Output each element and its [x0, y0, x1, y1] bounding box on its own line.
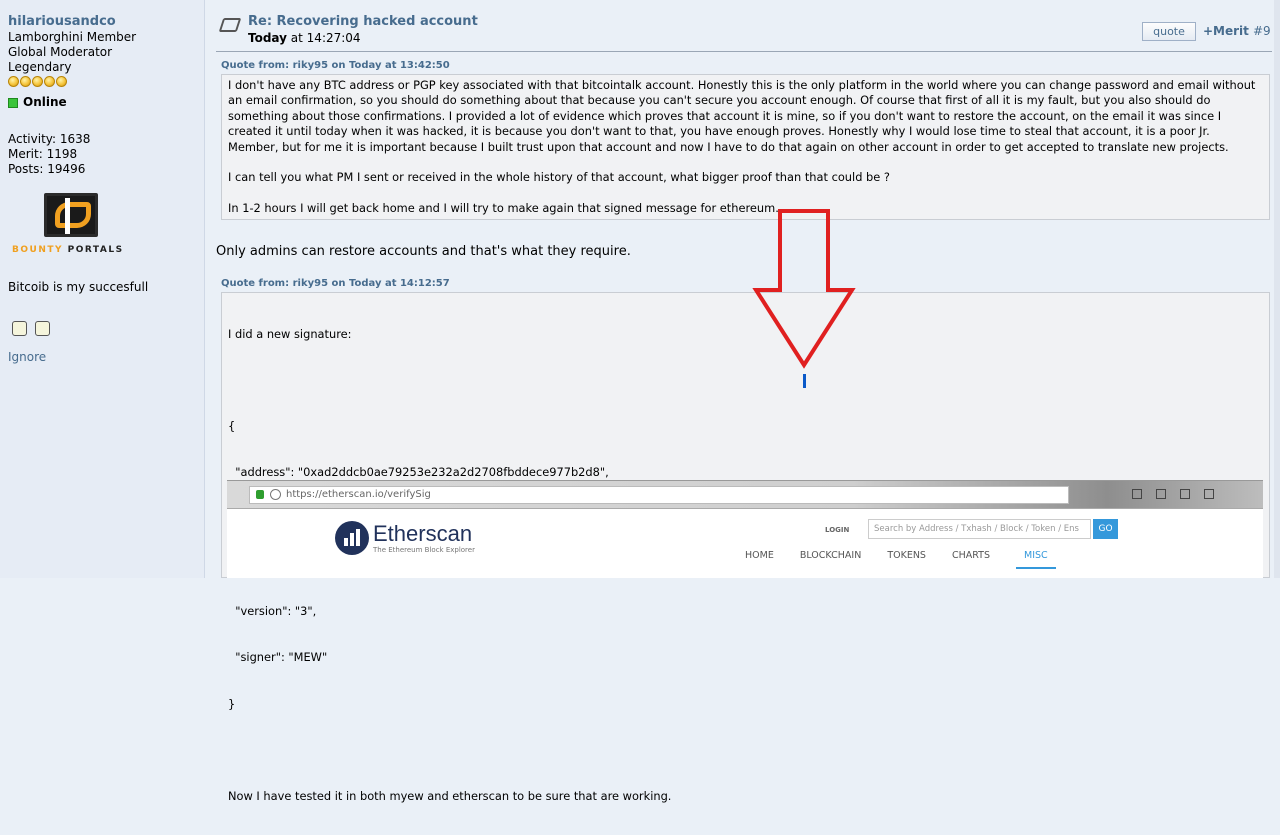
nav-blockchain: BLOCKCHAIN — [799, 550, 862, 561]
json-version-line: "version": "3", — [228, 604, 317, 619]
etherscan-search: Search by Address / Txhash / Block / Token / Ens — [868, 519, 1091, 539]
bounty-portals-logo-icon — [44, 193, 98, 237]
info-icon — [270, 489, 281, 500]
address-url: https://etherscan.io/verifySig — [286, 489, 431, 500]
quote2-outro: Now I have tested it in both myew and etherscan to be sure that are working. — [228, 788, 672, 803]
quote-box-1 — [221, 74, 1270, 220]
etherscan-nav — [745, 550, 1082, 569]
avatar-caption — [12, 243, 132, 258]
quote1-para-2: I can tell you what PM I sent or received in the whole history of that account, what bigger proof than that could be ? — [228, 170, 890, 185]
quote1-para-3: In 1-2 hours I will get back home and I will try to make again that signed message for ethereum. — [228, 201, 779, 216]
json-address-line: "address": "0xad2ddcb0ae79253e232a2d2708fbddece977b2d8", — [228, 465, 609, 480]
send-message-icon[interactable] — [35, 321, 50, 336]
address-bar — [249, 486, 1069, 504]
online-status — [8, 95, 196, 110]
rank-stars — [8, 76, 196, 88]
poster-stats — [8, 132, 196, 177]
text-cursor — [803, 374, 806, 388]
post-number-link[interactable]: #9 — [1253, 24, 1271, 38]
quote-header-1[interactable]: Quote from: riky95 on Today at 13:42:50 — [221, 60, 450, 71]
json-open-brace: { — [228, 419, 236, 434]
json-close-brace: } — [228, 696, 236, 711]
quote2-intro: I did a new signature: — [228, 326, 352, 341]
avatar — [12, 193, 132, 258]
browser-icons — [1132, 489, 1214, 499]
member-role: Global Moderator — [8, 45, 113, 59]
etherscan-logo-icon — [335, 521, 369, 555]
go-button: GO — [1093, 519, 1118, 539]
etherscan-tagline: The Ethereum Block Explorer — [373, 546, 475, 554]
menu-icon — [1156, 489, 1166, 499]
merit-button[interactable]: +Merit — [1203, 24, 1249, 38]
nav-misc: MISC — [1016, 550, 1056, 569]
personal-text: Bitcoib is my succesfull — [8, 280, 149, 294]
etherscan-screenshot — [227, 480, 1263, 578]
poster-info-panel — [0, 0, 205, 578]
star-icon — [1204, 489, 1214, 499]
view-profile-icon[interactable] — [12, 321, 27, 336]
star-icon — [8, 76, 19, 87]
reply-text: Only admins can restore accounts and that's what they require. — [216, 244, 631, 259]
reader-icon — [1132, 489, 1142, 499]
post-count: Posts: 19496 — [8, 162, 86, 176]
star-icon — [32, 76, 43, 87]
etherscan-brand: Etherscan — [373, 521, 473, 546]
quote-button[interactable]: quote — [1142, 22, 1196, 41]
online-label: Online — [23, 95, 67, 109]
red-arrow-icon — [752, 208, 856, 368]
star-icon — [44, 76, 55, 87]
member-rank: Lamborghini Member — [8, 30, 137, 44]
avatar-caption-b: PORTALS — [67, 245, 124, 255]
page-scrollbar[interactable] — [1274, 0, 1280, 578]
pocket-icon — [1180, 489, 1190, 499]
post-date-time: at 14:27:04 — [286, 31, 361, 45]
post-date-day: Today — [248, 31, 287, 45]
quote1-para-1: I don't have any BTC address or PGP key associated with that bitcointalk account. Honestly this is the only platform in the world where you can change password and email without an email confirmation, so you should do something about that because you can't secure you account enough. Of course that first of all it is my fault, but you also should do something about those confirmations. I provided a lot of evidence which proves that account it is mine, so if you don't want to restore the account, on the email it was since I created it until today when it was hacked, it is because you don't want to that, you have enough proves. Honestly why I would lose time to steal that account, it is a poor Jr. Member, but for me it is important because I built trust upon that account and now I have to do that again on other account in order to get accepted to translate new projects. — [228, 78, 1256, 154]
post-date — [248, 31, 361, 45]
member-level: Legendary — [8, 60, 72, 74]
lock-icon — [256, 490, 264, 499]
nav-home: HOME — [745, 550, 774, 561]
ignore-link[interactable]: Ignore — [8, 350, 47, 364]
star-icon — [20, 76, 31, 87]
post-title[interactable]: Re: Recovering hacked account — [248, 14, 478, 29]
poster-username[interactable]: hilariousandco — [8, 14, 116, 29]
browser-toolbar — [227, 481, 1263, 509]
online-icon — [8, 98, 18, 108]
etherscan-logo — [335, 521, 475, 555]
post-header — [216, 0, 1272, 52]
post-body — [216, 0, 1272, 803]
merit-count: Merit: 1198 — [8, 147, 78, 161]
quote-header-2[interactable]: Quote from: riky95 on Today at 14:12:57 — [221, 278, 450, 289]
profile-icons — [8, 321, 196, 336]
login-link: LOGIN — [825, 526, 850, 534]
nav-charts: CHARTS — [951, 550, 990, 561]
topic-icon — [219, 18, 242, 32]
star-icon — [56, 76, 67, 87]
avatar-caption-a: BOUNTY — [12, 245, 64, 255]
nav-tokens: TOKENS — [887, 550, 926, 561]
activity-count: Activity: 1638 — [8, 132, 91, 146]
json-signer-line: "signer": "MEW" — [228, 650, 328, 665]
